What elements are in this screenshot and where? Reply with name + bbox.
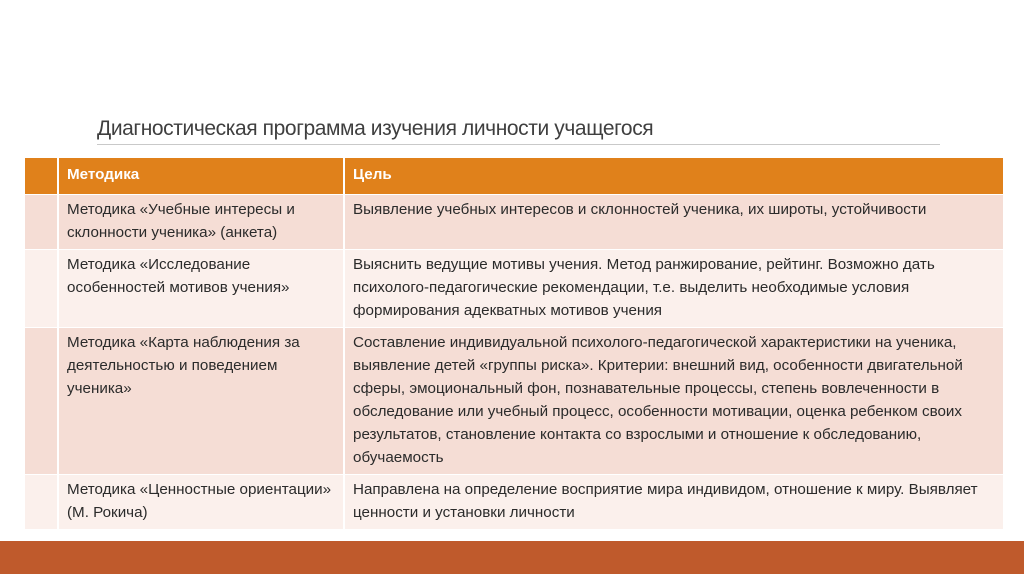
- header-method: Методика: [58, 158, 344, 195]
- method-cell: Методика «Карта наблюдения за деятельностью и поведением ученика»: [58, 328, 344, 475]
- goal-cell: Выявление учебных интересов и склонностей ученика, их широты, устойчивости: [344, 195, 1003, 250]
- goal-cell: Выяснить ведущие мотивы учения. Метод ранжирование, рейтинг. Возможно дать психолого-педагогические рекомендации, т.е. выделить необходимые условия формирования адекватных мотивов учения: [344, 250, 1003, 328]
- slide-title: Диагностическая программа изучения личности учащегося: [97, 117, 654, 140]
- table-row: [25, 195, 1003, 250]
- row-number-cell: [25, 250, 58, 328]
- header-goal: Цель: [344, 158, 1003, 195]
- method-cell: Методика «Ценностные ориентации» (М. Рокича): [58, 475, 344, 530]
- method-cell: Методика «Исследование особенностей мотивов учения»: [58, 250, 344, 328]
- table-row: [25, 475, 1003, 530]
- footer-accent-bar: [0, 541, 1024, 574]
- method-cell: Методика «Учебные интересы и склонности ученика» (анкета): [58, 195, 344, 250]
- table-row: [25, 328, 1003, 475]
- table-row: [25, 250, 1003, 328]
- row-number-cell: [25, 195, 58, 250]
- goal-cell: Направлена на определение восприятие мира индивидом, отношение к миру. Выявляет ценности и установки личности: [344, 475, 1003, 530]
- goal-cell: Составление индивидуальной психолого-педагогической характеристики на ученика, выявление детей «группы риска». Критерии: внешний вид, особенности двигательной сферы, эмоциональный фон, познавательные процессы, степень вовлеченности в обследование или учебный процесс, особенности мотивации, оценка ребенком своих результатов, становление контакта со взрослыми и отношение к обследованию, обучаемость: [344, 328, 1003, 475]
- row-number-cell: [25, 328, 58, 475]
- title-divider: [97, 144, 940, 145]
- row-number-cell: [25, 475, 58, 530]
- header-num: [25, 158, 58, 195]
- table-header-row: [25, 158, 1003, 195]
- methods-table: [25, 158, 1003, 530]
